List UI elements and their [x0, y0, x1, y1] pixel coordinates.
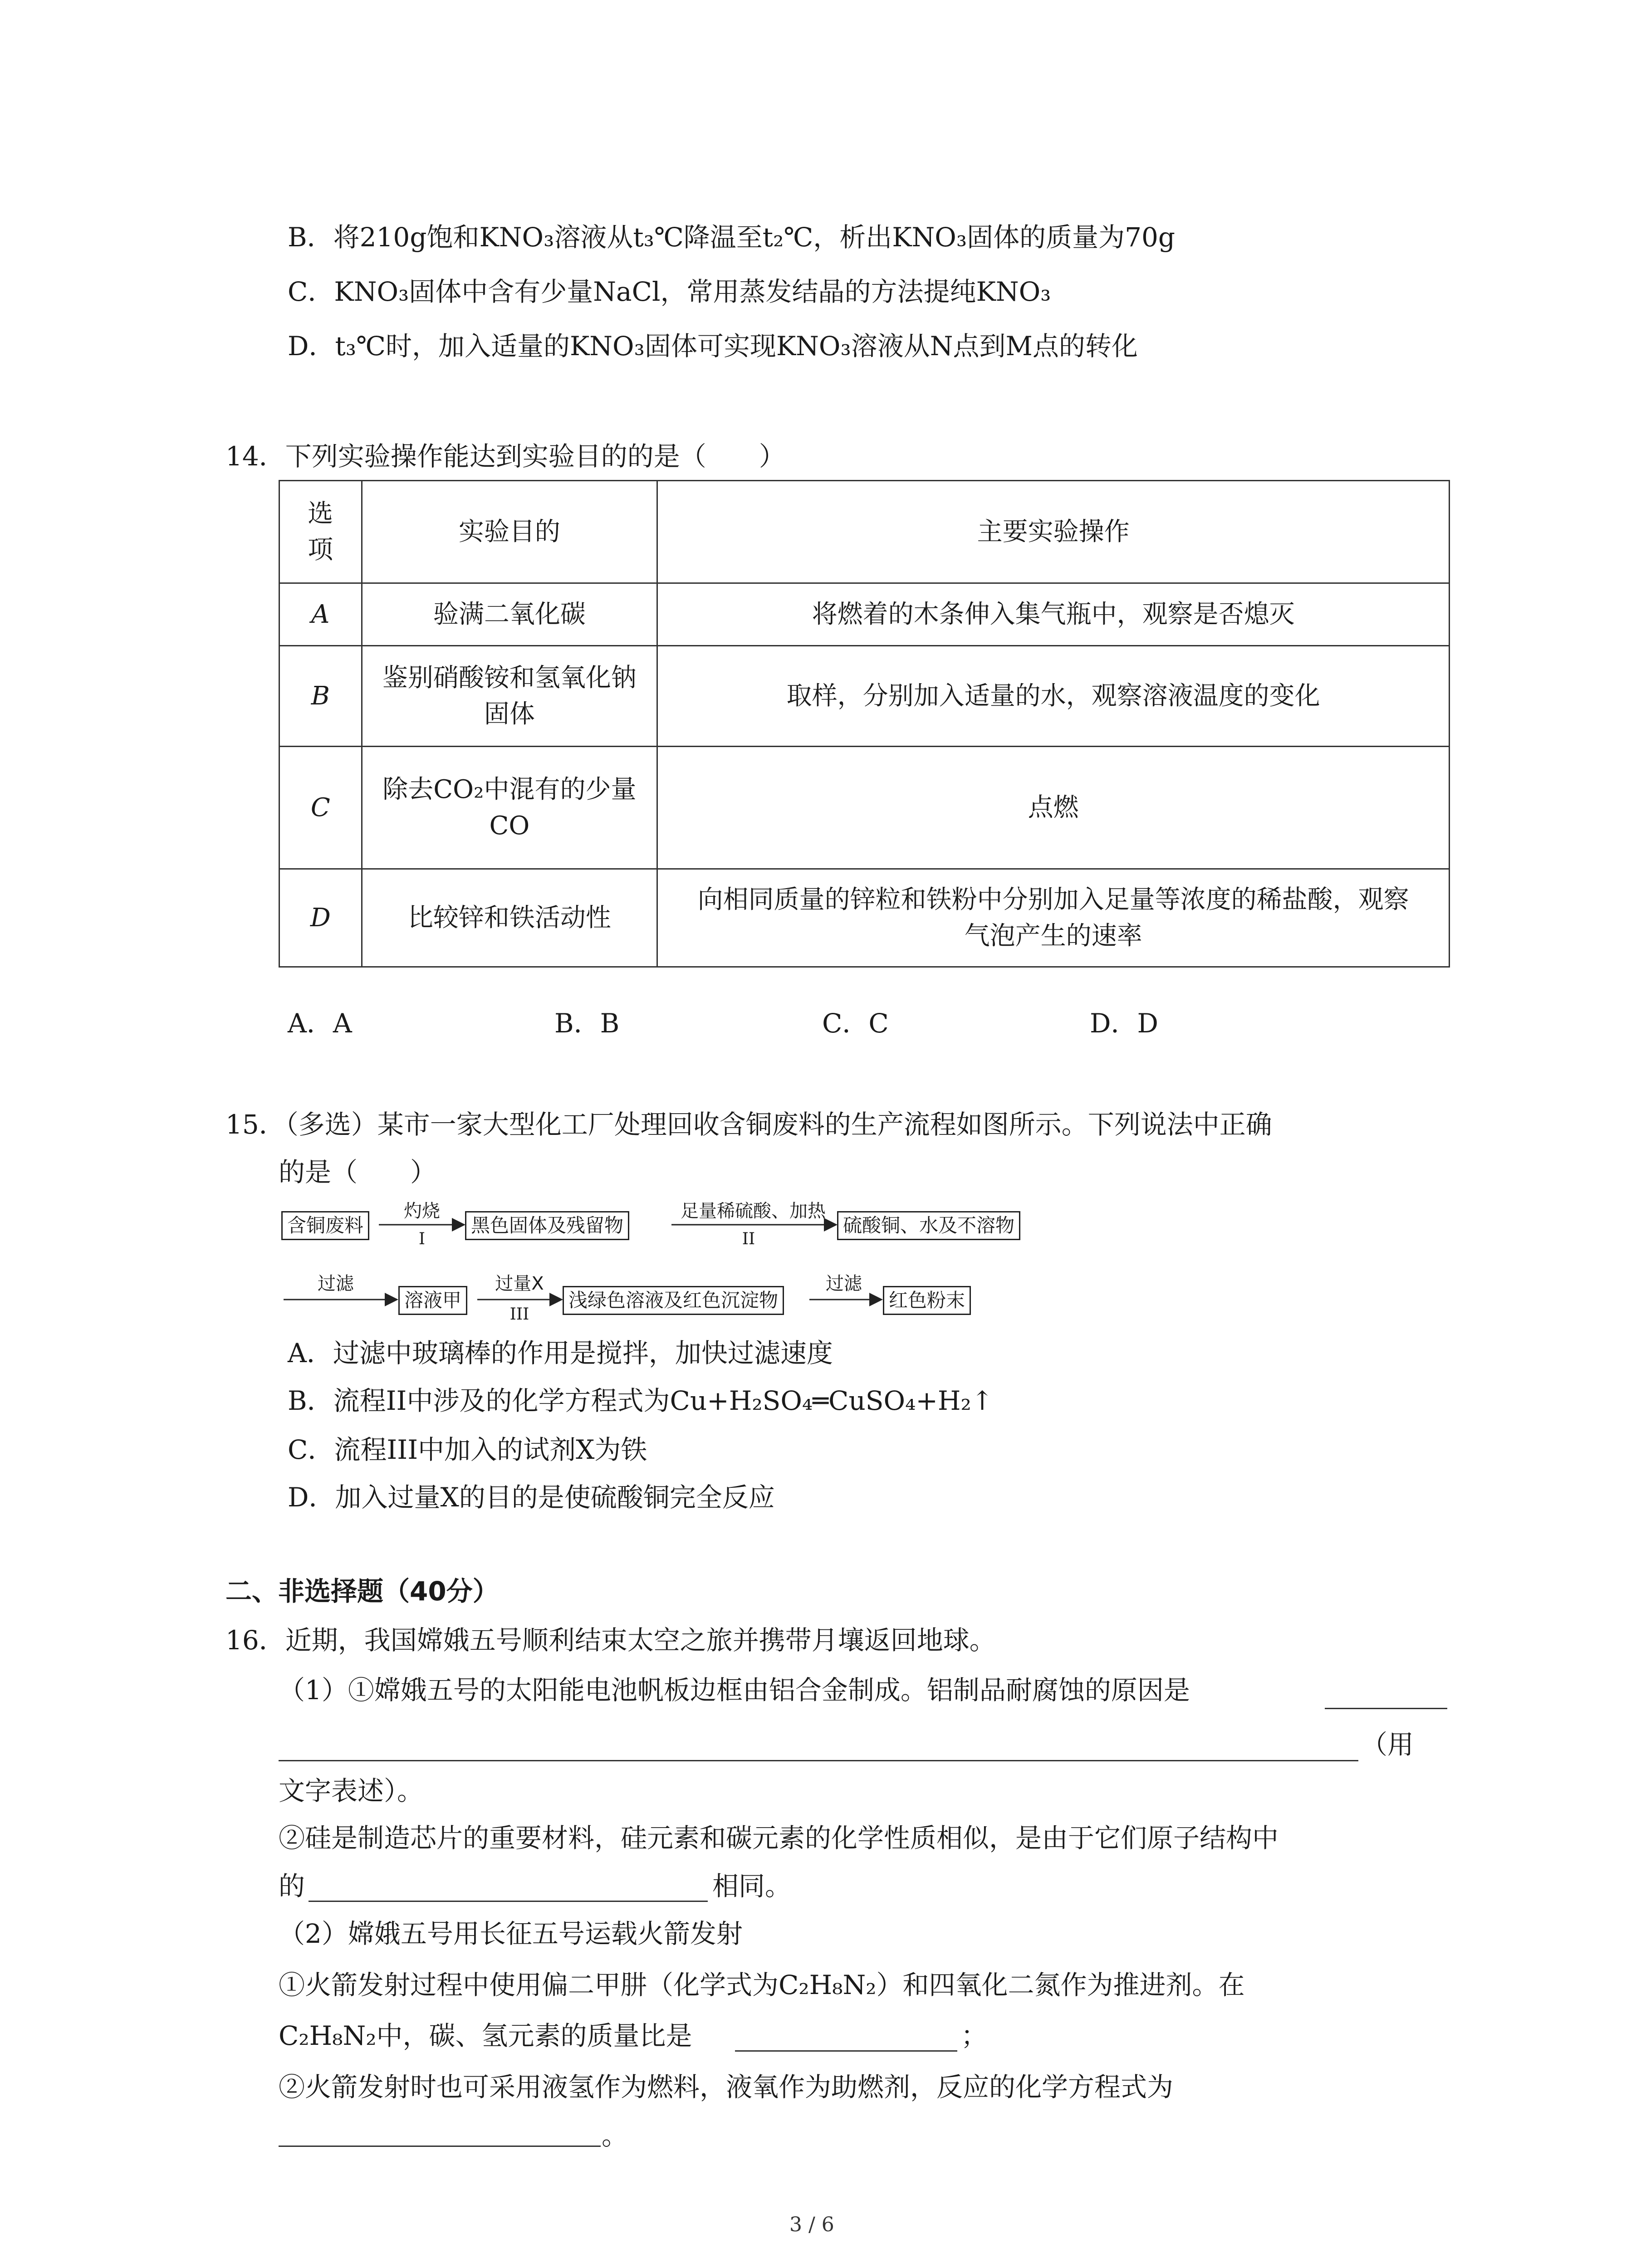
q14-stem: 14．下列实验操作能达到实验目的的是（ ）: [225, 441, 785, 472]
q16-stem: 16．近期，我国嫦娥五号顺利结束太空之旅并携带月壤返回地球。: [225, 1625, 996, 1656]
row-option: A: [279, 583, 362, 646]
row-goal: 比较锌和铁活动性: [362, 869, 657, 967]
row-goal: 鉴别硝酸铵和氢氧化钠固体: [362, 646, 657, 747]
q14-choice-a: A．A: [288, 1008, 352, 1039]
table-row: [279, 869, 1450, 967]
flow-box-red-powder: 红色粉末: [883, 1286, 971, 1315]
header-goal: 实验目的: [362, 481, 657, 583]
flow-step-3: III: [509, 1305, 529, 1324]
flow-box-black-solid: 黑色固体及残留物: [465, 1211, 629, 1240]
answer-blank-1a[interactable]: [1325, 1708, 1447, 1709]
table-row: [279, 583, 1450, 646]
q15-stem-line2: 的是（ ）: [279, 1157, 437, 1188]
header-operation: 主要实验操作: [657, 481, 1450, 583]
answer-blank-3[interactable]: [735, 2050, 957, 2052]
q16-part2a-line2: C₂H₈N₂中，碳、氢元素的质量比是: [279, 2020, 692, 2051]
q16-part1-line3: 文字表述）。: [279, 1775, 424, 1806]
flow-label-filter-1: 过滤: [318, 1273, 354, 1294]
q16-part2a-end: ；: [961, 2020, 988, 2051]
flow-label-burn: 灼烧: [404, 1201, 440, 1222]
row-goal: 验满二氧化碳: [362, 583, 657, 646]
table-row: [279, 646, 1450, 747]
header-option: 选项: [279, 481, 362, 583]
row-option: B: [279, 646, 362, 747]
flow-box-copper-waste: 含铜废料: [281, 1211, 369, 1240]
flow-box-copper-sulfate: 硫酸铜、水及不溶物: [837, 1211, 1020, 1240]
row-operation: 点燃: [657, 747, 1450, 869]
row-goal: 除去CO₂中混有的少量CO: [362, 747, 657, 869]
experiment-table: [279, 480, 1450, 968]
process-flow-chart: [281, 1198, 1053, 1334]
q16-part2: （2）嫦娥五号用长征五号运载火箭发射: [279, 1918, 743, 1949]
q13-option-b: B．将210g饱和KNO₃溶液从t₃℃降温至t₂℃，析出KNO₃固体的质量为70g: [288, 222, 1176, 253]
row-operation: 取样，分别加入适量的水，观察溶液温度的变化: [657, 646, 1450, 747]
flow-step-1: I: [418, 1230, 426, 1248]
q16-part1-tail: （用: [1361, 1729, 1414, 1760]
table-header-row: [279, 481, 1450, 583]
q15-option-a: A．过滤中玻璃棒的作用是搅拌，加快过滤速度: [288, 1338, 833, 1369]
answer-blank-2[interactable]: [309, 1901, 708, 1902]
flow-label-excess-x: 过量X: [495, 1273, 544, 1294]
q16-part1b-pre: 的: [279, 1871, 305, 1901]
q16-part1b-post: 相同。: [712, 1871, 792, 1901]
q15-option-d: D．加入过量X的目的是使硫酸铜完全反应: [288, 1482, 775, 1513]
q15-stem-line1: 15．（多选）某市一家大型化工厂处理回收含铜废料的生产流程如图所示。下列说法中正确: [225, 1109, 1272, 1140]
row-operation: 将燃着的木条伸入集气瓶中，观察是否熄灭: [657, 583, 1450, 646]
flow-step-2: II: [742, 1230, 755, 1248]
q16-part1-line1: （1）①嫦娥五号的太阳能电池帆板边框由铝合金制成。铝制品耐腐蚀的原因是: [279, 1675, 1190, 1706]
q16-part1b-line1: ②硅是制造芯片的重要材料，硅元素和碳元素的化学性质相似，是由于它们原子结构中: [279, 1823, 1279, 1853]
flow-label-filter-2: 过滤: [826, 1273, 862, 1294]
table-row: [279, 747, 1450, 869]
q13-option-d: D．t₃℃时，加入适量的KNO₃固体可实现KNO₃溶液从N点到M点的转化: [288, 331, 1138, 362]
row-option: C: [279, 747, 362, 869]
page-number: 3 / 6: [789, 2213, 834, 2236]
q15-option-c: C．流程III中加入的试剂X为铁: [288, 1434, 647, 1465]
q16-part2b-line1: ②火箭发射时也可采用液氢作为燃料，液氧作为助燃剂，反应的化学方程式为: [279, 2072, 1174, 2102]
q14-choice-b: B．B: [554, 1008, 620, 1039]
q13-option-c: C．KNO₃固体中含有少量NaCl，常用蒸发结晶的方法提纯KNO₃: [288, 276, 1051, 307]
flow-box-solution-a: 溶液甲: [398, 1286, 467, 1315]
q16-part2a-line1: ①火箭发射过程中使用偏二甲肼（化学式为C₂H₈N₂）和四氧化二氮作为推进剂。在: [279, 1970, 1245, 2000]
q14-choice-d: D．D: [1090, 1008, 1159, 1039]
answer-blank-1b[interactable]: [279, 1760, 1358, 1761]
answer-blank-4[interactable]: [279, 2146, 601, 2147]
flow-box-green-solution: 浅绿色溶液及红色沉淀物: [563, 1286, 784, 1315]
q16-part2b-end: 。: [602, 2120, 628, 2151]
row-operation: 向相同质量的锌粒和铁粉中分别加入足量等浓度的稀盐酸，观察气泡产生的速率: [657, 869, 1450, 967]
section-title: 二、非选择题（40分）: [225, 1576, 499, 1607]
flow-label-sulfuric-acid: 足量稀硫酸、加热: [681, 1201, 826, 1222]
row-option: D: [279, 869, 362, 967]
q14-choice-c: C．C: [822, 1008, 889, 1039]
q15-option-b: B．流程II中涉及的化学方程式为Cu+H₂SO₄═CuSO₄+H₂↑: [288, 1385, 994, 1416]
